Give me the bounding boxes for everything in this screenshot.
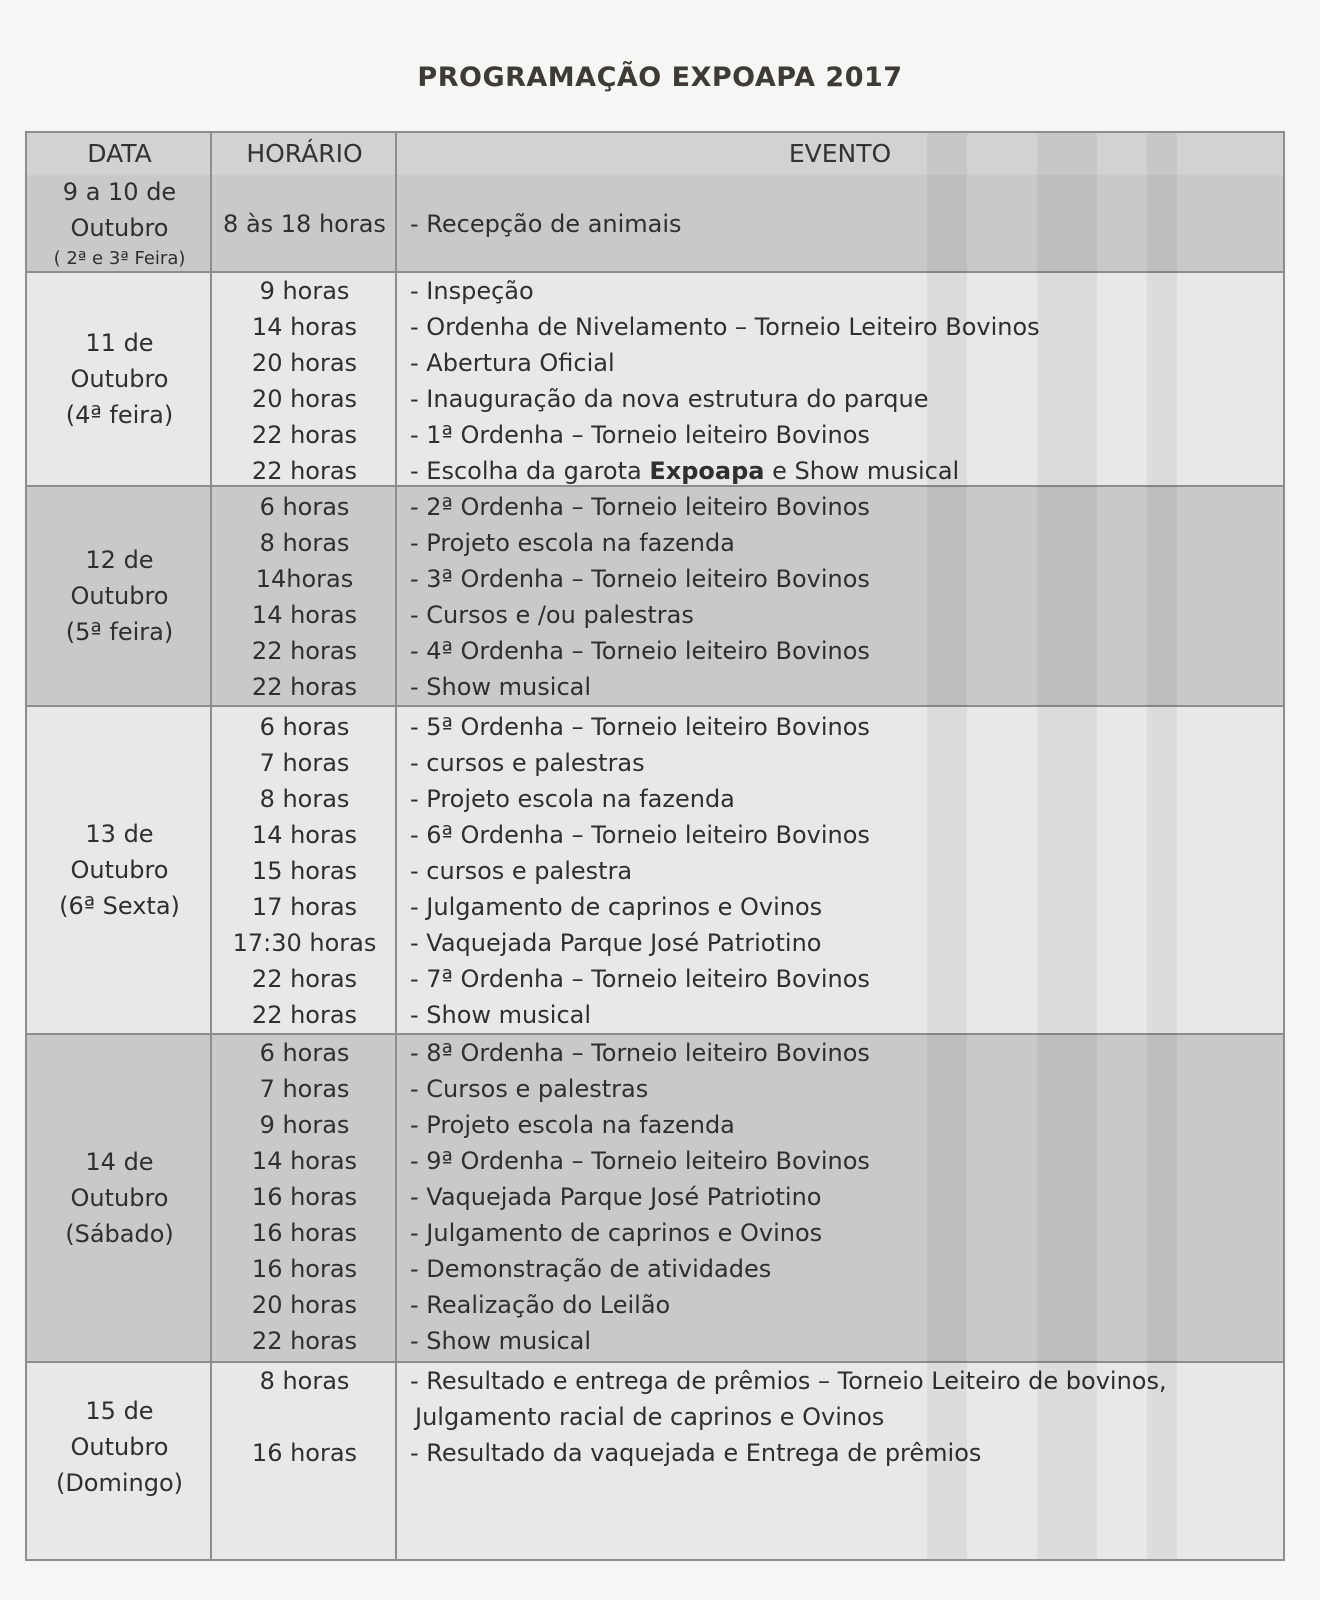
time-cell: 14 horas bbox=[251, 601, 358, 629]
event-cell: - cursos e palestra bbox=[410, 857, 633, 885]
event-cell: - Demonstração de atividades bbox=[410, 1255, 772, 1283]
date-weekday: (4ª feira) bbox=[65, 401, 174, 429]
date-line: 12 de bbox=[85, 546, 154, 574]
scan-shade bbox=[1147, 133, 1177, 1559]
date-weekday: (Sábado) bbox=[65, 1220, 174, 1248]
event-cell: - Projeto escola na fazenda bbox=[410, 785, 735, 813]
time-cell: 20 horas bbox=[251, 1291, 358, 1319]
event-cell: - 5ª Ordenha – Torneio leiteiro Bovinos bbox=[410, 713, 870, 741]
time-cell: 22 horas bbox=[251, 421, 358, 449]
event-cell: - 7ª Ordenha – Torneio leiteiro Bovinos bbox=[410, 965, 870, 993]
header-data: DATA bbox=[87, 139, 152, 168]
date-line: Outubro bbox=[70, 1433, 169, 1461]
date-line: Outubro bbox=[70, 582, 169, 610]
time-cell: 16 horas bbox=[251, 1439, 358, 1467]
time-cell: 16 horas bbox=[251, 1183, 358, 1211]
time-cell: 15 horas bbox=[251, 857, 358, 885]
event-cell: - Show musical bbox=[410, 1001, 592, 1029]
column-divider bbox=[210, 133, 212, 1559]
date-line: 11 de bbox=[85, 329, 154, 357]
event-cell: - Julgamento de caprinos e Ovinos bbox=[410, 893, 823, 921]
event-cell: - Realização do Leilão bbox=[410, 1291, 671, 1319]
date-line: 9 a 10 de bbox=[62, 178, 177, 206]
event-cell bbox=[410, 453, 959, 489]
time-cell: 8 horas bbox=[259, 1367, 350, 1395]
time-cell: 17:30 horas bbox=[232, 929, 377, 957]
time-cell: 8 horas bbox=[259, 785, 350, 813]
date-line: Outubro bbox=[70, 1184, 169, 1212]
time-cell: 7 horas bbox=[259, 749, 350, 777]
event-cell: - cursos e palestras bbox=[410, 749, 645, 777]
event-cell: - Abertura Oficial bbox=[410, 349, 615, 377]
event-cell: - 4ª Ordenha – Torneio leiteiro Bovinos bbox=[410, 637, 870, 665]
date-line: Outubro bbox=[70, 214, 169, 242]
time-cell: 6 horas bbox=[259, 713, 350, 741]
date-line: 13 de bbox=[85, 820, 154, 848]
time-cell: 20 horas bbox=[251, 385, 358, 413]
event-cell: - Cursos e palestras bbox=[410, 1075, 649, 1103]
event-cell: - Resultado e entrega de prêmios – Torneio Leiteiro de bovinos, bbox=[410, 1367, 1167, 1395]
time-cell: 22 horas bbox=[251, 1327, 358, 1355]
scan-shade bbox=[1037, 133, 1097, 1559]
time-cell: 22 horas bbox=[251, 965, 358, 993]
time-cell: 14 horas bbox=[251, 821, 358, 849]
time-cell: 14 horas bbox=[251, 313, 358, 341]
event-cell: - Julgamento de caprinos e Ovinos bbox=[410, 1219, 823, 1247]
date-line: 14 de bbox=[85, 1148, 154, 1176]
scan-shade bbox=[927, 133, 967, 1559]
event-cell: - 3ª Ordenha – Torneio leiteiro Bovinos bbox=[410, 565, 870, 593]
event-text: - Escolha da garota bbox=[410, 457, 650, 485]
time-cell: 9 horas bbox=[259, 277, 350, 305]
time-cell: 22 horas bbox=[251, 637, 358, 665]
time-cell: 22 horas bbox=[251, 673, 358, 701]
event-cell: - Vaquejada Parque José Patriotino bbox=[410, 929, 822, 957]
event-cell: - Show musical bbox=[410, 673, 592, 701]
column-divider bbox=[395, 133, 397, 1559]
event-cell: - Inspeção bbox=[410, 277, 534, 305]
event-text: e Show musical bbox=[764, 457, 960, 485]
event-cell: Julgamento racial de caprinos e Ovinos bbox=[415, 1403, 885, 1431]
date-weekday: (5ª feira) bbox=[65, 618, 174, 646]
time-cell: 20 horas bbox=[251, 349, 358, 377]
time-cell: 22 horas bbox=[251, 457, 358, 485]
schedule-table bbox=[25, 131, 1285, 1561]
date-weekday: (Domingo) bbox=[55, 1469, 184, 1497]
time-cell: 22 horas bbox=[251, 1001, 358, 1029]
date-line: Outubro bbox=[70, 365, 169, 393]
event-cell: - Inauguração da nova estrutura do parque bbox=[410, 385, 929, 413]
time-cell: 17 horas bbox=[251, 893, 358, 921]
event-cell: - 8ª Ordenha – Torneio leiteiro Bovinos bbox=[410, 1039, 870, 1067]
date-weekday: ( 2ª e 3ª Feira) bbox=[53, 248, 186, 269]
time-cell: 16 horas bbox=[251, 1219, 358, 1247]
time-cell: 6 horas bbox=[259, 493, 350, 521]
time-cell: 16 horas bbox=[251, 1255, 358, 1283]
event-cell: - Show musical bbox=[410, 1327, 592, 1355]
event-cell: - 6ª Ordenha – Torneio leiteiro Bovinos bbox=[410, 821, 870, 849]
time-cell: 8 horas bbox=[259, 529, 350, 557]
event-cell: - 9ª Ordenha – Torneio leiteiro Bovinos bbox=[410, 1147, 870, 1175]
event-highlight: Expoapa bbox=[649, 457, 765, 485]
event-cell: - 2ª Ordenha – Torneio leiteiro Bovinos bbox=[410, 493, 870, 521]
time-cell: 14 horas bbox=[251, 1147, 358, 1175]
time-cell: 8 às 18 horas bbox=[223, 210, 386, 238]
page-title: PROGRAMAÇÃO EXPOAPA 2017 bbox=[417, 62, 903, 93]
time-cell: 14horas bbox=[255, 565, 354, 593]
time-cell: 9 horas bbox=[259, 1111, 350, 1139]
event-cell: - Vaquejada Parque José Patriotino bbox=[410, 1183, 822, 1211]
header-evento: EVENTO bbox=[788, 139, 892, 168]
event-cell: - 1ª Ordenha – Torneio leiteiro Bovinos bbox=[410, 421, 870, 449]
event-cell: - Ordenha de Nivelamento – Torneio Leiteiro Bovinos bbox=[410, 313, 1040, 341]
event-cell: - Resultado da vaquejada e Entrega de prêmios bbox=[410, 1439, 982, 1467]
time-cell: 7 horas bbox=[259, 1075, 350, 1103]
date-line: 15 de bbox=[85, 1397, 154, 1425]
time-cell: 6 horas bbox=[259, 1039, 350, 1067]
header-horario: HORÁRIO bbox=[246, 139, 363, 168]
event-cell: - Recepção de animais bbox=[410, 210, 682, 238]
event-cell: - Projeto escola na fazenda bbox=[410, 1111, 735, 1139]
date-line: Outubro bbox=[70, 856, 169, 884]
date-weekday: (6ª Sexta) bbox=[59, 892, 180, 920]
event-cell: - Cursos e /ou palestras bbox=[410, 601, 694, 629]
event-cell: - Projeto escola na fazenda bbox=[410, 529, 735, 557]
